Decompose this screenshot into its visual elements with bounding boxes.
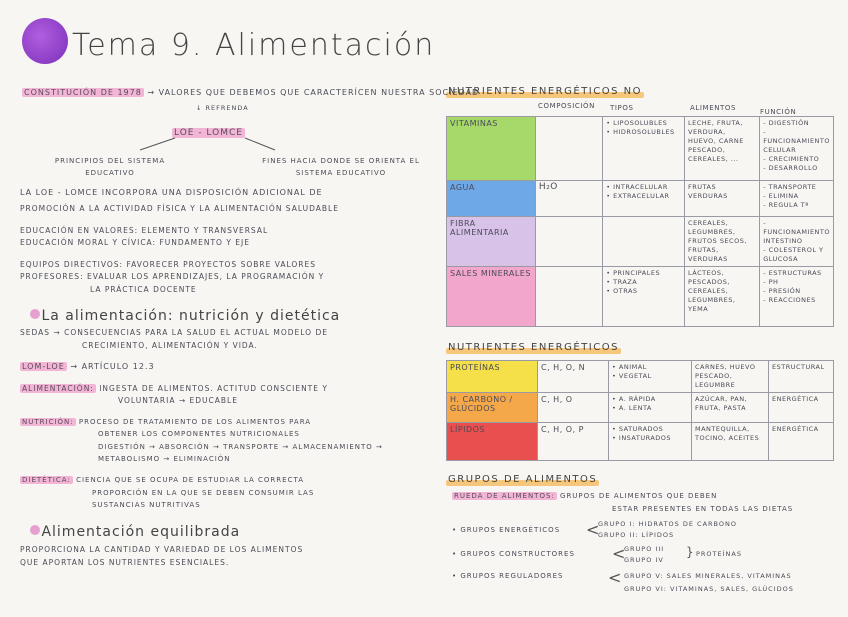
dietetica-label: DIETÉTICA: bbox=[22, 476, 71, 484]
row-name-agua: AGUA bbox=[447, 181, 536, 217]
profesores-line2: LA PRÁCTICA DOCENTE bbox=[90, 285, 197, 294]
table2-title bbox=[448, 342, 619, 353]
row-comp: C, H, O bbox=[538, 393, 609, 423]
row-name-vitaminas: VITAMINAS bbox=[447, 117, 536, 181]
table-nutrientes-no-energeticos bbox=[446, 116, 834, 327]
table-row bbox=[447, 267, 834, 327]
alimentacion-line2: VOLUNTARIA → EDUCABLE bbox=[118, 396, 238, 405]
row-tipos bbox=[603, 217, 685, 267]
dietetica-line3: SUSTANCIAS NUTRITIVAS bbox=[92, 501, 201, 509]
constructores-3: PROTEÍNAS bbox=[696, 550, 742, 558]
constructores-1: GRUPO III bbox=[624, 545, 665, 553]
energeticos-1: GRUPO I: HIDRATOS DE CARBONO bbox=[598, 520, 737, 528]
nutricion-line4: METABOLISMO → ELIMINACIÓN bbox=[98, 455, 231, 463]
brace-icon: < bbox=[608, 568, 622, 587]
fines-text: FINES HACIA DONDE SE ORIENTA EL SISTEMA EDUCATIVO bbox=[262, 157, 420, 177]
dietetica-line2: PROPORCIÓN EN LA QUE SE DEBEN CONSUMIR LAS bbox=[92, 489, 315, 497]
rueda-label: RUEDA DE ALIMENTOS: bbox=[454, 492, 555, 500]
constitucion-line bbox=[22, 88, 479, 97]
row-comp bbox=[535, 117, 602, 181]
section-circle-icon bbox=[30, 309, 40, 319]
row-name-sales: SALES MINERALES bbox=[447, 267, 536, 327]
equilibrada-line1: PROPORCIONA LA CANTIDAD Y VARIEDAD DE LOS ALIMENTOS bbox=[20, 545, 304, 554]
row-comp: C, H, O, P bbox=[538, 423, 609, 461]
row-funcion: ENERGÉTICA bbox=[769, 393, 834, 423]
row-alimentos: AZÚCAR, PAN, FRUTA, PASTA bbox=[692, 393, 769, 423]
row-funcion: - DIGESTIÓN - FUNCIONAMIENTO CELULAR - CRECIMIENTO - DESARROLLO bbox=[760, 117, 834, 181]
reguladores-1: GRUPO V: SALES MINERALES, VITAMINAS bbox=[624, 572, 792, 580]
table-row bbox=[447, 393, 834, 423]
row-alimentos: LÁCTEOS, PESCADOS, CEREALES, LEGUMBRES, YEMA bbox=[685, 267, 760, 327]
nutricion-line2: OBTENER LOS COMPONENTES NUTRICIONALES bbox=[98, 430, 300, 438]
header-funcion: FUNCIÓN bbox=[760, 108, 797, 116]
row-tipos: • ANIMAL • VEGETAL bbox=[609, 361, 692, 393]
header-tipos: TIPOS bbox=[610, 104, 634, 112]
row-tipos: • LIPOSOLUBLES • HIDROSOLUBLES bbox=[603, 117, 685, 181]
section-equilibrada bbox=[30, 524, 240, 540]
page-title: Tema 9. Alimentación bbox=[72, 28, 436, 63]
row-funcion: - FUNCIONAMIENTO INTESTINO - COLESTEROL Y GLUCOSA bbox=[760, 217, 834, 267]
row-comp: C, H, O, N bbox=[538, 361, 609, 393]
rueda-line1 bbox=[452, 492, 717, 500]
energeticos-2: GRUPO II: LÍPIDOS bbox=[598, 531, 675, 539]
dietetica-text1: CIENCIA QUE SE OCUPA DE ESTUDIAR LA CORRECTA bbox=[76, 476, 304, 484]
table-row bbox=[447, 361, 834, 393]
reguladores-2: GRUPO VI: VITAMINAS, SALES, GLÚCIDOS bbox=[624, 585, 794, 593]
loe-paragraph-line1: LA LOE - LOMCE INCORPORA UNA DISPOSICIÓN ADICIONAL DE bbox=[20, 188, 323, 197]
rueda-line2: ESTAR PRESENTES EN TODAS LAS DIETAS bbox=[612, 505, 794, 513]
table1-title bbox=[448, 86, 642, 97]
constitucion-label: CONSTITUCIÓN DE 1978 bbox=[24, 88, 142, 97]
nutricion-line1 bbox=[20, 418, 311, 426]
dietetica-line1 bbox=[20, 476, 304, 484]
table2-title-text: NUTRIENTES ENERGÉTICOS bbox=[448, 342, 619, 353]
nutricion-line3: DIGESTIÓN → ABSORCIÓN → TRANSPORTE → ALMACENAMIENTO → bbox=[98, 443, 383, 451]
section-equilibrada-title: Alimentación equilibrada bbox=[41, 524, 241, 540]
section-circle-icon bbox=[30, 525, 40, 535]
nutricion-label: NUTRICIÓN: bbox=[22, 418, 74, 426]
header-composicion: COMPOSICIÓN bbox=[538, 102, 595, 110]
educacion-line2: EDUCACIÓN MORAL Y CÍVICA: FUNDAMENTO Y EJE bbox=[20, 238, 250, 247]
table-row bbox=[447, 217, 834, 267]
brace-icon: < bbox=[586, 520, 600, 539]
equipos-line: EQUIPOS DIRECTIVOS: FAVORECER PROYECTOS SOBRE VALORES bbox=[20, 260, 317, 269]
alimentacion-text1: INGESTA DE ALIMENTOS. ACTITUD CONSCIENTE Y bbox=[99, 384, 328, 393]
row-tipos: • PRINCIPALES • TRAZA • OTRAS bbox=[603, 267, 685, 327]
energeticos-label: • GRUPOS ENERGÉTICOS bbox=[452, 526, 561, 534]
grupos-title-text: GRUPOS DE ALIMENTOS bbox=[448, 474, 598, 485]
table-row bbox=[447, 181, 834, 217]
row-alimentos: MANTEQUILLA, TOCINO, ACEITES bbox=[692, 423, 769, 461]
constitucion-text: → VALORES QUE DEBEMOS QUE CARACTERÍCEN NUESTRA SOCIEDAD bbox=[147, 88, 480, 97]
row-alimentos: CARNES, HUEVO PESCADO, LEGUMBRE bbox=[692, 361, 769, 393]
table-row bbox=[447, 117, 834, 181]
alimentacion-line1 bbox=[20, 384, 328, 393]
lom-loe-label: LOM-LOE bbox=[22, 362, 65, 371]
table1-title-text: NUTRIENTES ENERGÉTICOS NO bbox=[448, 86, 642, 97]
row-funcion: ESTRUCTURAL bbox=[769, 361, 834, 393]
principios-text: PRINCIPIOS DEL SISTEMA EDUCATIVO bbox=[54, 157, 166, 177]
lom-loe-line bbox=[20, 362, 155, 371]
brace-icon: < bbox=[612, 544, 626, 563]
row-alimentos: CEREALES, LEGUMBRES, FRUTOS SECOS, FRUTAS, VERDURAS bbox=[685, 217, 760, 267]
constructores-2: GRUPO IV bbox=[624, 556, 664, 564]
articulo-text: → ARTÍCULO 12.3 bbox=[70, 362, 155, 371]
title-circle-decoration bbox=[22, 18, 68, 64]
section-nutricion-title: La alimentación: nutrición y dietética bbox=[41, 308, 341, 324]
table-nutrientes-energeticos bbox=[446, 360, 834, 461]
educacion-line1: EDUCACIÓN EN VALORES: ELEMENTO Y TRANSVERSAL bbox=[20, 226, 269, 235]
row-tipos: • A. RÁPIDA • A. LENTA bbox=[609, 393, 692, 423]
loe-lomce-label: LOE - LOMCE bbox=[174, 128, 243, 138]
rueda-text1: GRUPOS DE ALIMENTOS QUE DEBEN bbox=[560, 492, 718, 500]
row-name-proteinas: PROTEÍNAS bbox=[447, 361, 538, 393]
row-comp bbox=[535, 217, 602, 267]
sedas-line1: SEDAS → CONSECUENCIAS PARA LA SALUD EL ACTUAL MODELO DE bbox=[20, 328, 328, 337]
refrenda-text: ↓ REFRENDA bbox=[196, 104, 249, 112]
loe-paragraph-line2: PROMOCIÓN A LA ACTIVIDAD FÍSICA Y LA ALIMENTACIÓN SALUDABLE bbox=[20, 204, 339, 213]
sedas-line2: CRECIMIENTO, ALIMENTACIÓN Y VIDA. bbox=[82, 341, 258, 350]
row-tipos: • INTRACELULAR • EXTRACELULAR bbox=[603, 181, 685, 217]
profesores-line1: PROFESORES: EVALUAR LOS APRENDIZAJES, LA PROGRAMACIÓN Y bbox=[20, 272, 325, 281]
row-name-lipidos: LÍPIDOS bbox=[447, 423, 538, 461]
row-comp: H₂O bbox=[535, 181, 602, 217]
brace-right-icon: } bbox=[686, 545, 694, 559]
row-name-fibra: FIBRA ALIMENTARIA bbox=[447, 217, 536, 267]
row-name-carbono: H. CARBONO / GLÚCIDOS bbox=[447, 393, 538, 423]
alimentacion-label: ALIMENTACIÓN: bbox=[22, 384, 94, 393]
row-alimentos: LECHE, FRUTA, VERDURA, HUEVO, CARNE PESCADO, CEREALES, ... bbox=[685, 117, 760, 181]
equilibrada-line2: QUE APORTAN LOS NUTRIENTES ESENCIALES. bbox=[20, 558, 230, 567]
row-funcion: - TRANSPORTE - ELIMINA - REGULA Tª bbox=[760, 181, 834, 217]
table-row bbox=[447, 423, 834, 461]
row-tipos: • SATURADOS • INSATURADOS bbox=[609, 423, 692, 461]
row-comp bbox=[535, 267, 602, 327]
constructores-label: • GRUPOS CONSTRUCTORES bbox=[452, 550, 575, 558]
nutricion-text1: PROCESO DE TRATAMIENTO DE LOS ALIMENTOS PARA bbox=[78, 418, 312, 426]
header-alimentos: ALIMENTOS bbox=[690, 104, 737, 112]
reguladores-label: • GRUPOS REGULADORES bbox=[452, 572, 564, 580]
row-funcion: ENERGÉTICA bbox=[769, 423, 834, 461]
branch-arrows bbox=[120, 132, 290, 154]
grupos-title bbox=[448, 474, 597, 485]
row-funcion: - ESTRUCTURAS - PH - PRESIÓN - REACCIONES bbox=[760, 267, 834, 327]
row-alimentos: FRUTAS VERDURAS bbox=[685, 181, 760, 217]
section-nutricion-dietetica bbox=[30, 308, 340, 324]
